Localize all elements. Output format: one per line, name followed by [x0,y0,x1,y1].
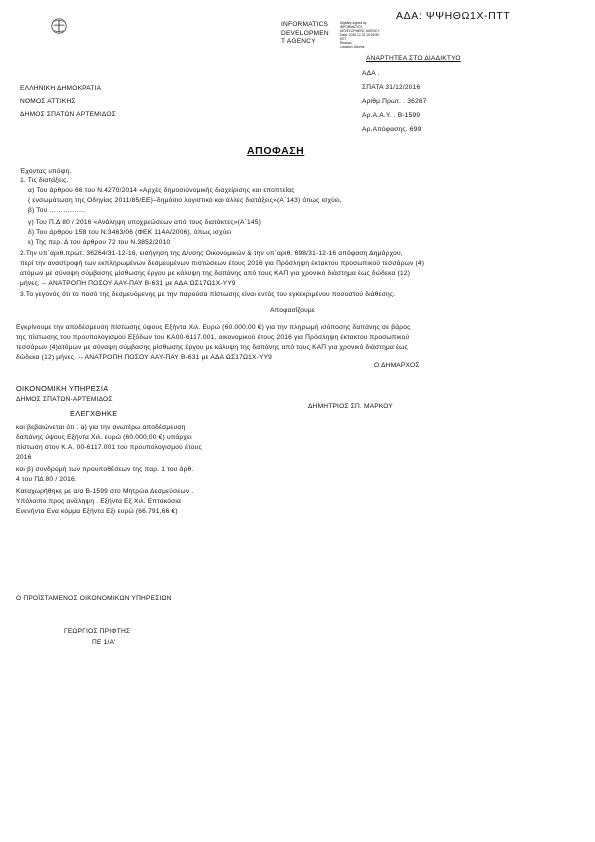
verification-line: 4 του ΠΔ 80 / 2016. [16,476,77,483]
logo-line: T AGENCY [281,38,316,45]
signature-line: Date: 2016.12.31 15:36:50 [340,33,380,37]
decide-heading: Αποφασίζουμε [270,307,316,314]
finance-head-rank: ΠΕ 1/Α' [92,639,116,646]
ada-line: ΑΔΑ . [362,70,380,77]
document-title: ΑΠΟΦΑΣΗ [247,145,305,157]
verification-line: και β) συνδρομή των προυποθέσεων της παρ. 1 του άρθ. [16,466,194,473]
verification-block [16,423,202,517]
signature-line: EET [340,37,347,41]
service-title: ΟΙΚΟΝΟΜΙΚΗ ΥΠΗΡΕΣΙΑ [16,384,109,393]
verification-line: Καταχωρήθηκε με α/α Β-1599 στο Μητρώο Δεσμεύσεων . [16,488,194,495]
verification-line: Υπόλοιπο προς ανάληψη . Εξήντα Εξ.Χιλ. Επτακόσια [16,498,182,505]
signature-line: Reason: [340,41,353,45]
body-line: γ) Του Π.Δ 80 / 2016 «Ανάληψη υποχρεώσεων από τους διατάκτες»(Α΄145) [28,219,261,226]
decision-line: της πίστωσης του προυπολογισμού Εξόδων του ΚΑ00-6117.001, οικονομικού έτους 2016 για Πρόσληψη έκτακτου προσωπικού [16,334,410,341]
ada-header: ΑΔΑ: ΨΨΗΘΩ1Χ-ΠΤΤ [396,10,511,22]
checked-stamp: ΕΛΕΓΧΘΗΚΕ [70,409,118,418]
publish-note: ΑΝΑΡΤΗΤΕΑ ΣΤΟ ΔΙΑΔΙΚΤΥΟ [366,55,461,62]
finance-head-name: ΓΕΩΡΓΙΟΣ ΠΡΙΦΤΗΣ [64,628,131,635]
mayor-name: ΔΗΜΗΤΡΙΟΣ ΣΠ. ΜΑΡΚΟΥ [308,403,394,410]
finance-head-title: Ο ΠΡΟΪΣΤΑΜΕΝΟΣ ΟΙΚΟΝΟΜΙΚΩΝ ΥΠΗΡΕΣΙΩΝ [16,595,172,602]
verification-line: και βεβαιώνεται ότι . α) για την ανωτέρω αποδέσμευση [16,424,186,431]
body-line: μήνες. -- ΑΝΑΤΡΟΠΗ ΠΟΣΟΥ ΑΑΥ-ΠΑΥ Β-631 με ΑΔΑ ΩΣ17Ω1Χ-ΥΥ9 [20,280,236,287]
body-line: β) Του ……………. [28,207,86,214]
signature-line: Location: Athens [340,45,365,49]
service-subtitle: ΔΗΜΟΣ ΣΠΑΤΩΝ-ΑΡΤΕΜΙΔΟΣ [16,396,113,403]
decision-number-line: Αρ.Απόφασης. 699 [362,126,422,133]
decision-line: δώδεκα (12) μήνες. -- ΑΝΑΤΡΟΠΗ ΠΟΣΟΥ ΑΑΥ-ΠΑΥ Β-631 με ΑΔΑ ΩΣ17Ω1Χ-ΥΥ9 [16,354,273,361]
logo-text [281,21,329,47]
body-line: δ) Του άρθρου 158 του Ν.3463/06 (ΦΕΚ 114Α/2006), όπως ισχύει [28,229,232,236]
signature-line: INFORMATICS [340,25,363,29]
date-line: ΣΠΑΤΑ 31/12/2016 [362,84,421,91]
digital-signature [340,21,380,49]
verification-line: Ενενήντα Ενα κόμμα Εξήντα Εξι ευρώ (66.791,66 €) [16,508,178,515]
verification-line: πίστωση στον Κ.Α. 00-6117.001 του προυπολογισμού έτους [16,444,202,451]
body-line: 3.Το γεγονός ότι το ποσό της δεσμευόμενης με την παρούσα πίστωσης είναι εντός του εγκεκριμένου ποσοστού διάθεσης. [20,291,396,298]
reference-block [362,67,427,137]
protocol-line: Αριθμ.Πρωτ. . 36267 [362,98,427,105]
body-line: ε) Της περ. Δ του άρθρου 72 του Ν.3852/2010 [28,239,171,246]
aay-line: Αρ.Α.Α.Υ. . Β-1599 [362,112,421,119]
issuer-block [20,82,116,121]
signature-line: Digitally signed by [340,21,367,25]
logo-line: DEVELOPMEN [281,29,329,37]
verification-line: 2016 [16,454,32,461]
issuer-line: ΔΗΜΟΣ ΣΠΑΤΩΝ ΑΡΤΕΜΙΔΟΣ [20,111,116,118]
body-line: ( ενσωμάτωση της Οδηγίας 2011/85/ΕΕ)–δημόσιο λογιστικό και άλλες διατάξεις»(Α΄143) όπως ισχύει, [28,197,342,204]
body-line: περί την αναστροφή των εκπληρωμένων δεσμευμένων πιστώσεων έτους 2016 για Πρόσληψη έκτακτου προσωπικού τεσσάρων (4) [20,260,425,267]
issuer-line: ΕΛΛΗΝΙΚΗ ΔΗΜΟΚΡΑΤΙΑ [20,85,102,92]
body-line: ατόμων με σύναψη σύμβασης μίσθωσης έργου με κάλυψη της δαπάνης από τους ΚΑΠ για χρονικό διάστημα έως δώδεκα (12) [20,270,411,277]
mayor-title: Ο ΔΗΜΑΡΧΟΣ [374,362,420,369]
body-line: α) Του άρθρου 66 του Ν.4270/2014 «Αρχές δημοσιονομικής διαχείρισης και εποπτείας [28,187,295,194]
decision-line: τεσσάρων (4)ατόμων με σύναψη σύμβασης μίσθωσης έργου με κάλυψη της δαπάνης από τους ΚΑΠ για χρονικό διάστημα έως [16,344,408,351]
greek-coat-of-arms-icon [50,17,68,35]
signature-line: DEVELOPMENT AGENCY [340,29,380,33]
verification-line: δαπάνης ύψους Εξήντα Χιλ. ευρώ (60.000,00 €) υπάρχει [16,434,192,441]
logo-line: INFORMATICS [281,21,329,28]
decision-line: Εγκρίνουμε την αποδέσμευση πίστωσης ύψους Εξήντα Χιλ. Ευρώ (60.000,00 €) για την πληρωμή ισόποσης δαπάνης σε βάρος [16,324,411,331]
intro-line: Έχοντας υπόψη. [20,168,72,175]
body-line: 1. Τις διατάξεις. [20,177,69,184]
body-line: 2.Την υπ΄αριθ.πρωτ. 36264/31-12-16, εισήγηση της Δ/νσης Οικονομικών & την υπ΄αριθ. 698/31-12-16 απόφαση Δημάρχου, [20,250,403,257]
issuer-line: ΝΟΜΟΣ ΑΤΤΙΚΗΣ [20,98,76,105]
